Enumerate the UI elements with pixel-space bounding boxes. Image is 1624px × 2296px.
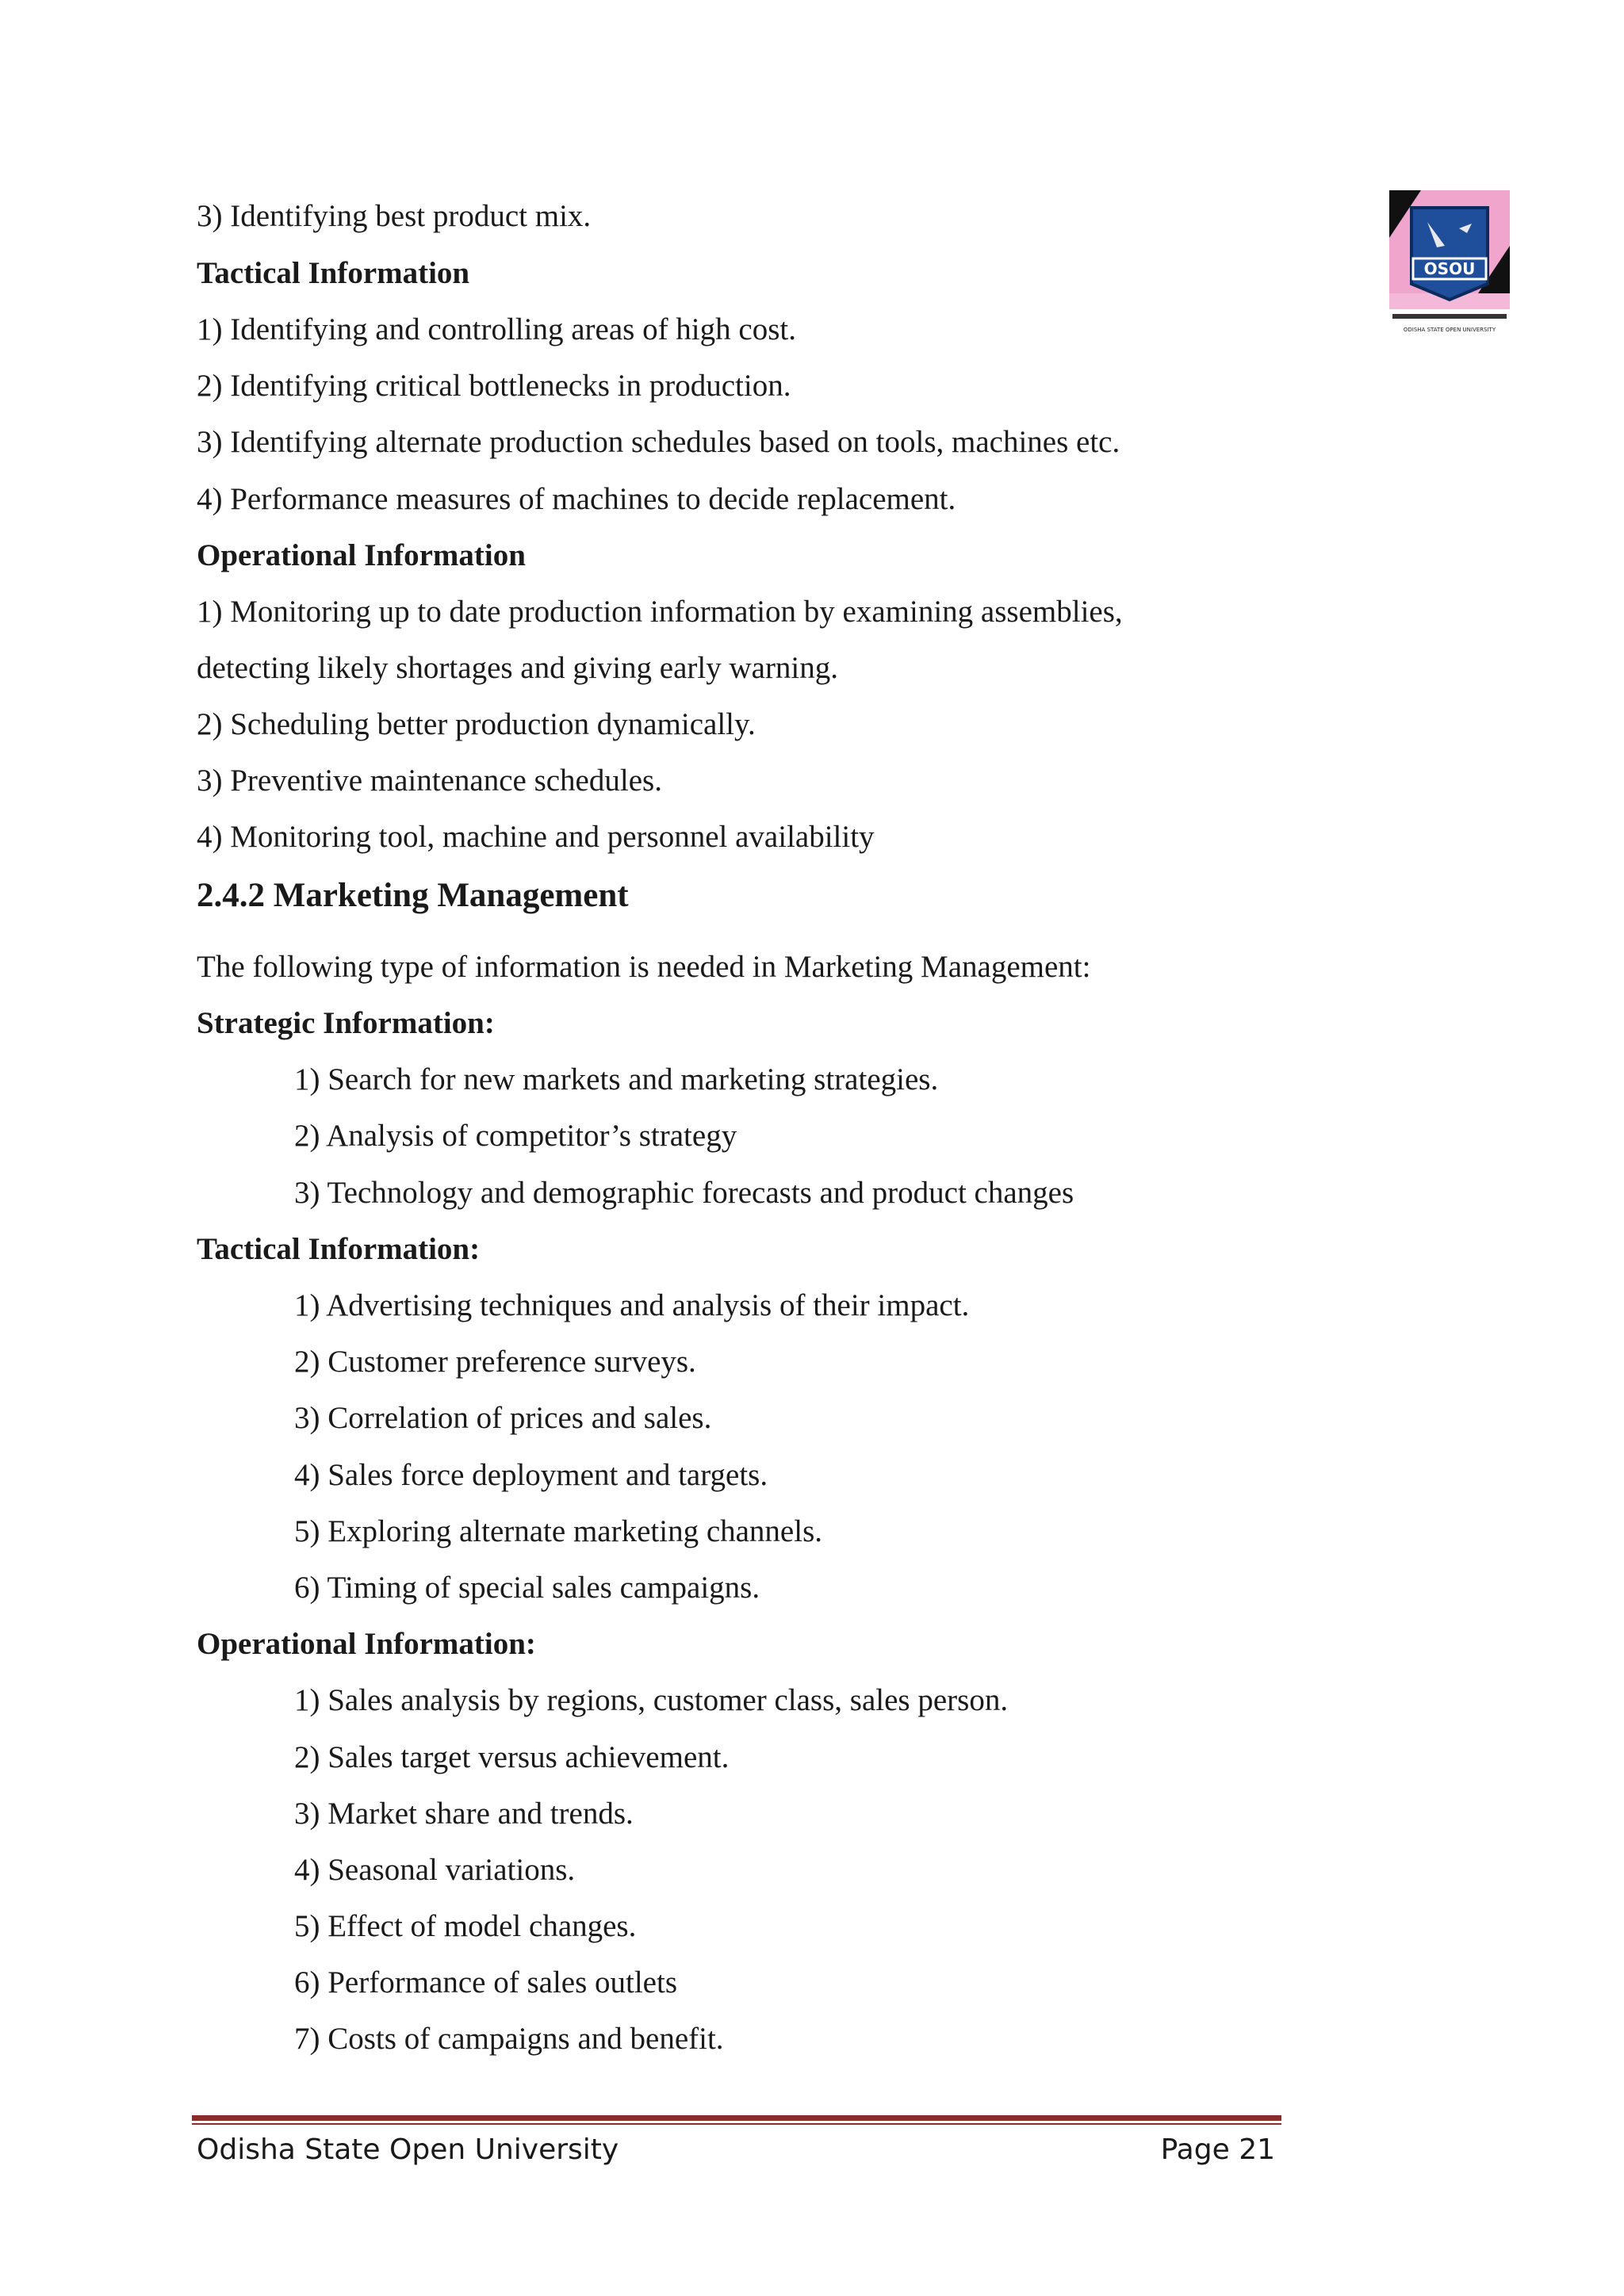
text-line: 1) Monitoring up to date production information by examining assemblies, (197, 595, 1123, 629)
list-item: 2) Sales target versus achievement. (294, 1740, 730, 1774)
footer-university-name: Odisha State Open University (197, 2133, 619, 2166)
logo-caption: ODISHA STATE OPEN UNIVERSITY (1403, 327, 1496, 333)
text-line: The following type of information is needed in Marketing Management: (197, 950, 1091, 984)
text-line: 2) Identifying critical bottlenecks in production. (197, 369, 791, 403)
list-item: 5) Exploring alternate marketing channels. (294, 1514, 823, 1548)
text-line: detecting likely shortages and giving early warning. (197, 651, 839, 685)
list-item: 3) Technology and demographic forecasts and product changes (294, 1176, 1074, 1210)
footer-rule (192, 2115, 1281, 2121)
section-heading: 2.4.2 Marketing Management (197, 877, 629, 914)
text-line: 4) Monitoring tool, machine and personnel availability (197, 820, 875, 854)
list-item: 1) Search for new markets and marketing strategies. (294, 1062, 939, 1096)
list-item: 3) Market share and trends. (294, 1797, 634, 1831)
list-item: 1) Advertising techniques and analysis of their impact. (294, 1288, 970, 1322)
text-line: 1) Identifying and controlling areas of high cost. (197, 312, 796, 346)
text-line: 4) Performance measures of machines to decide replacement. (197, 482, 956, 516)
list-item: 6) Timing of special sales campaigns. (294, 1571, 760, 1605)
heading-tactical-information: Tactical Information (197, 256, 470, 290)
university-logo (1389, 190, 1510, 336)
text-line: 3) Preventive maintenance schedules. (197, 763, 662, 798)
list-item: 4) Sales force deployment and targets. (294, 1458, 768, 1492)
list-item: 2) Customer preference surveys. (294, 1345, 696, 1379)
text-line: 3) Identifying alternate production schedules based on tools, machines etc. (197, 425, 1120, 459)
list-item: 6) Performance of sales outlets (294, 1965, 678, 1999)
heading-tactical-information: Tactical Information: (197, 1232, 481, 1266)
logo-text: OSOU (1423, 259, 1476, 278)
list-item: 3) Correlation of prices and sales. (294, 1401, 712, 1435)
list-item: 7) Costs of campaigns and benefit. (294, 2022, 724, 2056)
heading-operational-information: Operational Information: (197, 1627, 536, 1661)
text-line: 2) Scheduling better production dynamically. (197, 707, 756, 741)
heading-operational-information: Operational Information (197, 538, 526, 572)
heading-strategic-information: Strategic Information: (197, 1006, 495, 1040)
list-item: 1) Sales analysis by regions, customer class, sales person. (294, 1683, 1009, 1717)
list-item: 2) Analysis of competitor’s strategy (294, 1119, 737, 1153)
page-number: Page 21 (1160, 2133, 1275, 2166)
footer-rule-thin (192, 2123, 1281, 2125)
list-item: 5) Effect of model changes. (294, 1909, 637, 1943)
list-item: 4) Seasonal variations. (294, 1853, 576, 1887)
text-line: 3) Identifying best product mix. (197, 199, 592, 233)
